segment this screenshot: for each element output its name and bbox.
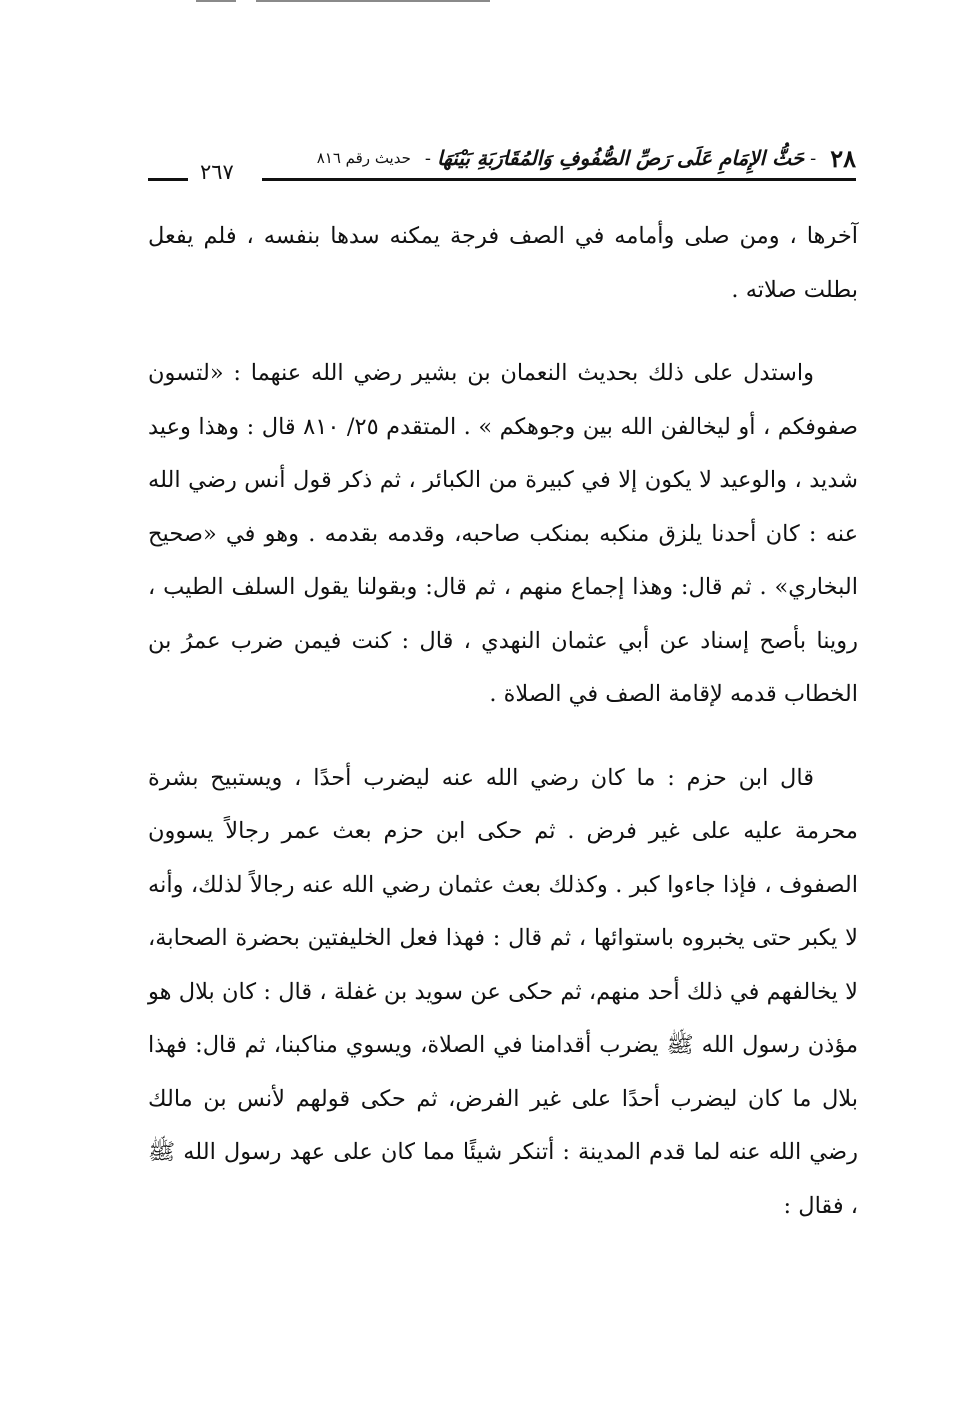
page-number-rule [148, 178, 188, 181]
paragraph-numan-hadith: واستدل على ذلك بحديث النعمان بن بشير رضي الله عنهما : «لتسون صفوفكم ، أو ليخالفن الله بين وجوهكم » . المتقدم ٢٥/ ٨١٠ قال : وهذا وعيد شديد ، والوعيد لا يكون إلا في كبيرة من الكبائر ، ثم ذكر قول أنس رضي الله عنه : كان أحدنا يلزق منكبه بمنكب صاحبه، وقدمه بقدمه . وهو في «صحيح البخاري» . ثم قال: وهذا إجماع منهم ، ثم قال: وبقولنا يقول السلف الطيب ، روينا بأصح إسناد عن أبي عثمان النهدي ، قال : كنت فيمن ضرب عمرُ بن الخطاب قدمه لإقامة الصف في الصلاة . [148, 360, 858, 707]
chapter-number: ٢٨ [830, 143, 856, 173]
running-header [148, 138, 856, 178]
paragraph-ibn-hazm: قال ابن حزم : ما كان رضي الله عنه ليضرب أحدًا ، ويستبيح بشرة محرمة عليه على غير فرض . ثم حكى ابن حزم بعث عمر رجالاً يسوون الصفوف ، فإذا جاءوا كبر . وكذلك بعث عثمان رضي الله عنه رجالاً لذلك، وأنه لا يكبر حتى يخبروه باستوائها ، ثم قال : فهذا فعل الخليفتين بحضرة الصحابة، لا يخالفهم في ذلك أحد منهم، ثم حكى عن سويد بن غفلة ، قال : كان بلال هو مؤذن رسول الله ﷺ يضرب أقدامنا في الصلاة، ويسوي مناكبنا، ثم قال: فهذا بلال ما كان ليضرب أحدًا على غير الفرض، ثم حكى قولهم لأنس بن مالك رضي الله عنه لما قدم المدينة : أتنكر شيئًا مما كان على عهد رسول الله ﷺ ، فقال : [148, 764, 858, 1219]
hadith-reference: حديث رقم ٨١٦ [316, 149, 411, 167]
header-rule [262, 178, 856, 181]
page-body [148, 210, 858, 1263]
page-number: ٢٦٧ [200, 160, 234, 184]
top-edge-rule-left [196, 0, 236, 2]
paragraph-continuation: آخرها ، ومن صلى وأمامه في الصف فرجة يمكنه سدها بنفسه ، فلم يفعل بطلت صلاته . [148, 223, 858, 303]
chapter-title: حَثُّ الإِمَامِ عَلَى رَصِّ الصُّفُوفِ وَالمُقَارَبَةِ بَيْنَهَا [436, 146, 805, 170]
header-separator: - [424, 147, 431, 169]
header-dash: - [810, 147, 817, 169]
top-edge-rule-right [256, 0, 490, 2]
